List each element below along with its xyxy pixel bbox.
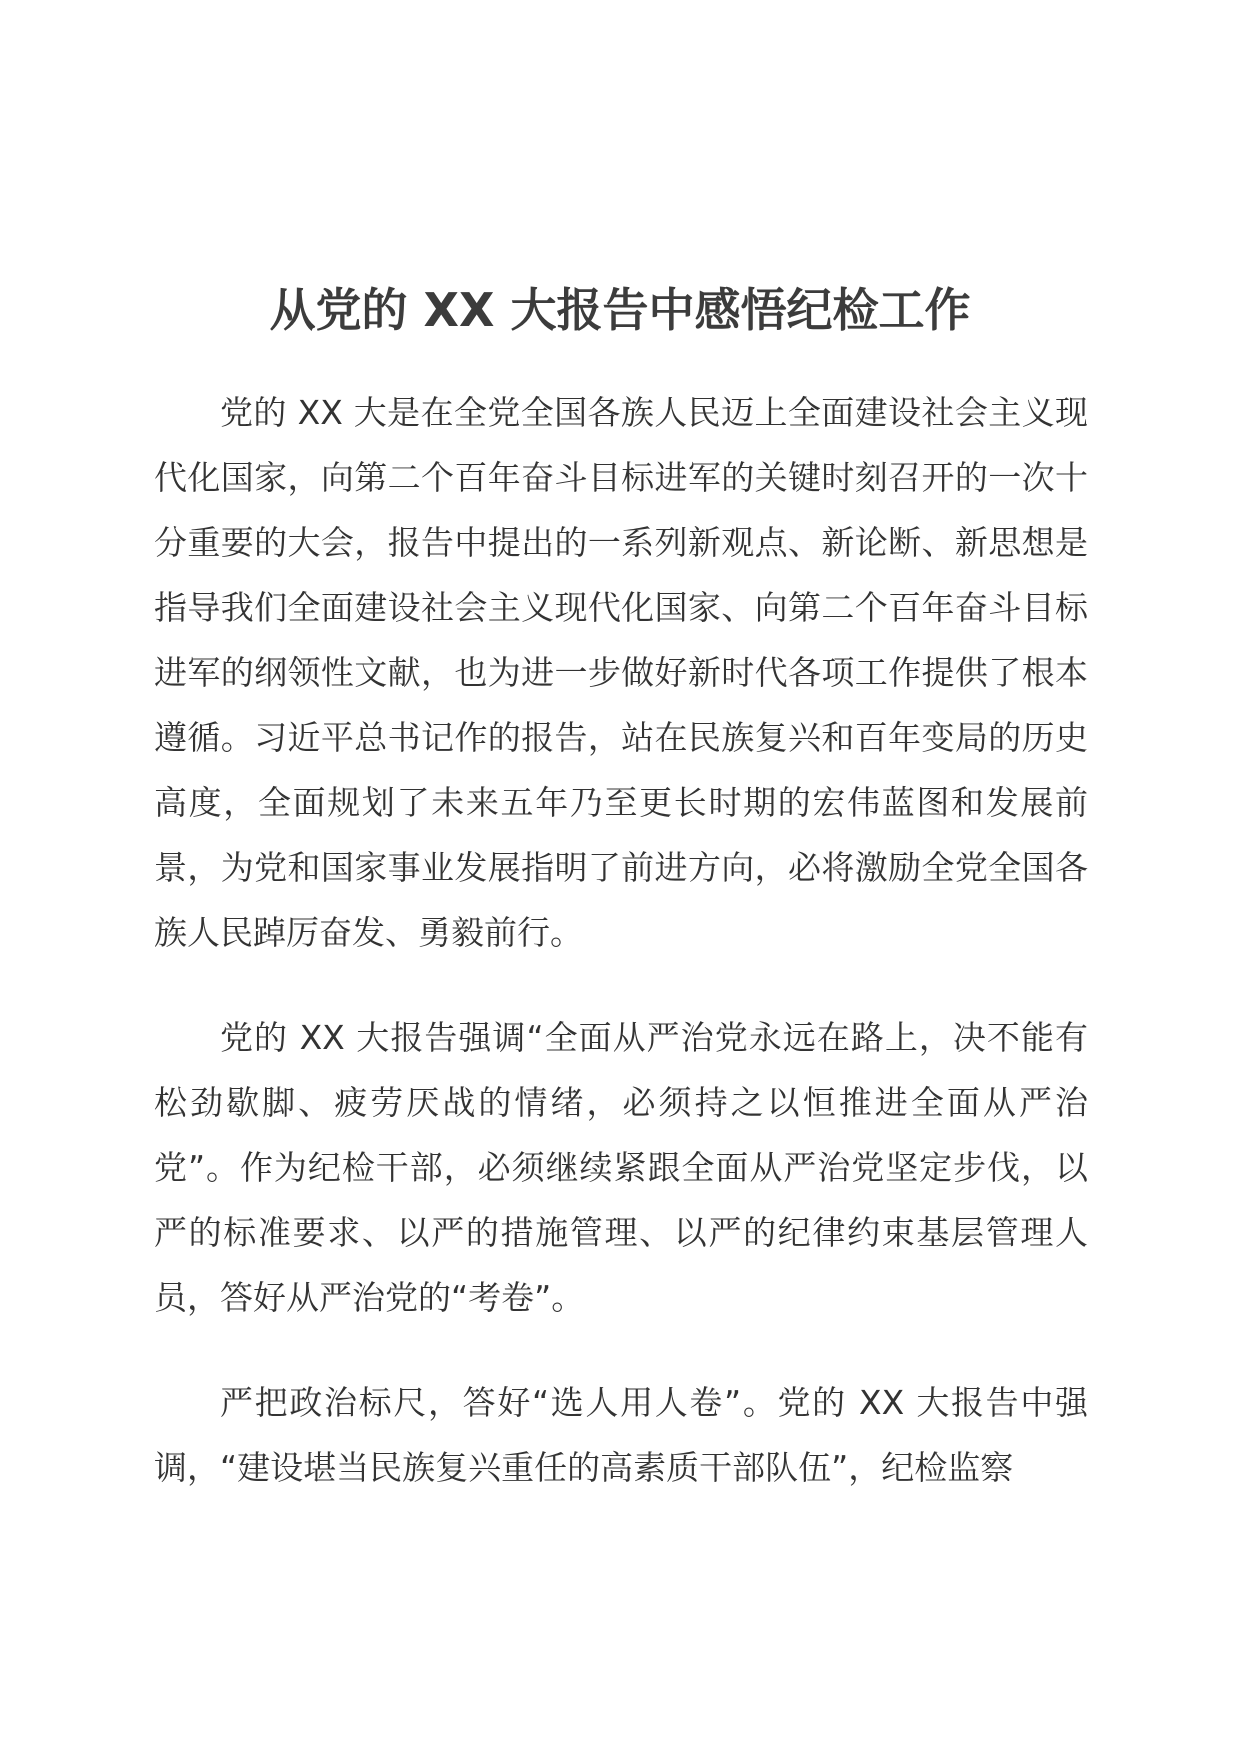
paragraph-block-1 (154, 380, 1088, 965)
body-paragraph: 党的 XX 大报告强调“全面从严治党永远在路上，决不能有松劲歇脚、疲劳厌战的情绪，必须持之以恒推进全面从严治党”。作为纪检干部，必须继续紧跟全面从严治党坚定步伐，以严的标准要求、以严的措施管理、以严的纪律约束基层管理人员，答好从严治党的“考卷”。 (154, 1018, 1088, 1317)
paragraph-block-3 (154, 1370, 1088, 1500)
paragraph-block-2 (154, 1005, 1088, 1330)
document-title: 从党的 XX 大报告中感悟纪检工作 (269, 283, 971, 337)
body-paragraph: 严把政治标尺，答好“选人用人卷”。党的 XX 大报告中强调，“建设堪当民族复兴重任的高素质干部队伍”，纪检监察 (154, 1383, 1088, 1487)
body-paragraph: 党的 XX 大是在全党全国各族人民迈上全面建设社会主义现代化国家，向第二个百年奋斗目标进军的关键时刻召开的一次十分重要的大会，报告中提出的一系列新观点、新论断、新思想是指导我们全面建设社会主义现代化国家、向第二个百年奋斗目标进军的纲领性文献，也为进一步做好新时代各项工作提供了根本遵循。习近平总书记作的报告，站在民族复兴和百年变局的历史高度，全面规划了未来五年乃至更长时期的宏伟蓝图和发展前景，为党和国家事业发展指明了前进方向，必将激励全党全国各族人民踔厉奋发、勇毅前行。 (154, 393, 1088, 952)
